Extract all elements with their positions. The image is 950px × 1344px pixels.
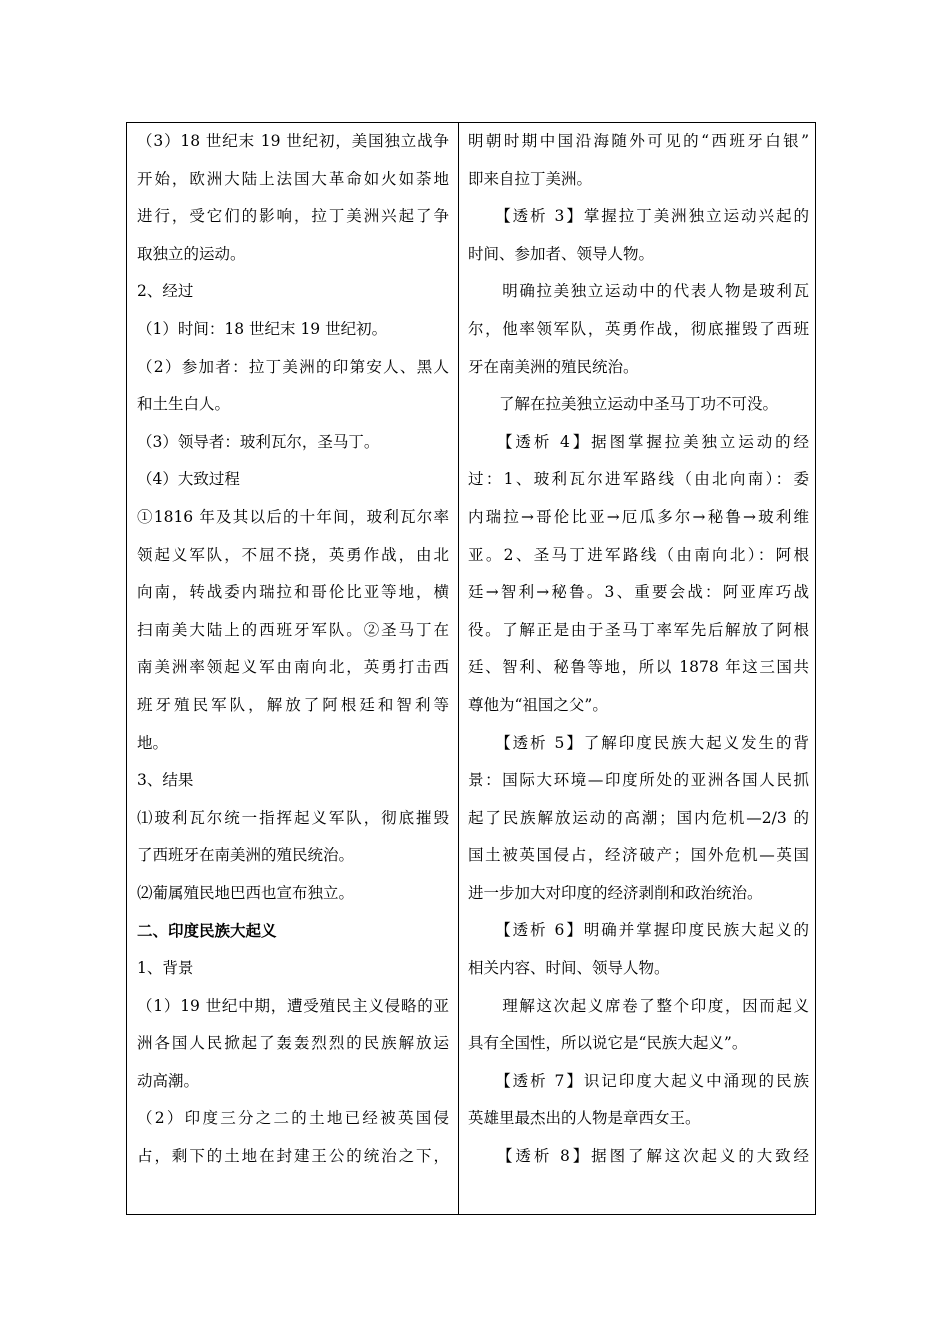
right-text-line: 【透析 5】了解印度民族大起义发生的背 [468, 733, 809, 752]
right-text-line: 【透析 6】明确并掌握印度民族大起义的 [468, 921, 809, 940]
right-text-line: 即来自拉丁美洲。 [468, 169, 593, 188]
right-text-line: 具有全国性，所以说它是“民族大起义”。 [468, 1034, 748, 1053]
right-text-line: 明朝时期中国沿海随外可见的“西班牙白银” [468, 132, 809, 150]
left-text-line: （1）时间：18 世纪末 19 世纪初。 [137, 319, 388, 338]
column-divider [458, 123, 459, 1214]
right-text-line: 国土被英国侵占，经济破产；国外危机—英国 [468, 846, 809, 865]
left-text-line: 地。 [137, 733, 169, 752]
left-text-line: 了西班牙在南美洲的殖民统治。 [137, 846, 355, 865]
left-text-line: 开始，欧洲大陆上法国大革命如火如荼地 [137, 169, 449, 188]
left-text-line: （2）印度三分之二的土地已经被英国侵 [137, 1109, 449, 1128]
left-text-line: （4）大致过程 [137, 470, 240, 489]
left-text-line: 2、经过 [137, 282, 194, 301]
right-text-line: 尔，他率领军队，英勇作战，彻底摧毁了西班 [468, 319, 809, 338]
content-table [126, 122, 816, 1215]
left-text-line: 向南，转战委内瑞拉和哥伦比亚等地，横 [137, 583, 449, 602]
right-text-line: 过：1、玻利瓦尔进军路线（由北向南）：委 [468, 470, 809, 489]
right-text-line: 时间、参加者、领导人物。 [468, 244, 655, 263]
right-text-line: 尊他为“祖国之父”。 [468, 695, 608, 714]
left-text-line: （3）领导者：玻利瓦尔，圣马丁。 [137, 432, 380, 451]
right-text-line: 了解在拉美独立运动中圣马丁功不可没。 [468, 395, 779, 414]
right-text-line: 英雄里最杰出的人物是章西女王。 [468, 1109, 701, 1128]
left-text-line: 1、背景 [137, 959, 194, 978]
right-text-line: 进一步加大对印度的经济剥削和政治统治。 [468, 883, 763, 902]
right-text-line: 相关内容、时间、领导人物。 [468, 959, 670, 978]
right-text-line: 【透析 7】识记印度大起义中涌现的民族 [468, 1071, 809, 1090]
left-text-line: （3）18 世纪末 19 世纪初，美国独立战争 [137, 132, 449, 150]
left-text-line: ⑴玻利瓦尔统一指挥起义军队，彻底摧毁 [137, 808, 449, 827]
right-text-line: 【透析 8】据图了解这次起义的大致经 [468, 1147, 809, 1166]
right-text-line: 廷→智利→秘鲁。3、重要会战：阿亚库巧战 [468, 583, 809, 602]
right-text-line: 牙在南美洲的殖民统治。 [468, 357, 639, 376]
left-text-line: 进行，受它们的影响，拉丁美洲兴起了争 [137, 207, 449, 226]
left-text-line: 动高潮。 [137, 1071, 200, 1090]
left-text-line: （1）19 世纪中期，遭受殖民主义侵略的亚 [137, 996, 449, 1015]
left-text-line: 3、结果 [137, 771, 194, 790]
left-text-line: 取独立的运动。 [137, 244, 246, 263]
left-text-line: （2）参加者：拉丁美洲的印第安人、黑人 [137, 357, 449, 376]
right-column [468, 129, 809, 1182]
right-text-line: 景：国际大环境—印度所处的亚洲各国人民抓 [468, 771, 809, 790]
left-text-line: 扫南美大陆上的西班牙军队。②圣马丁在 [137, 620, 449, 639]
left-text-line: 南美洲率领起义军由南向北，英勇打击西 [137, 658, 449, 677]
right-text-line: 【透析 4】据图掌握拉美独立运动的经 [468, 432, 809, 451]
right-text-line: 役。了解正是由于圣马丁率军先后解放了阿根 [468, 620, 809, 639]
right-text-line: 廷、智利、秘鲁等地，所以 1878 年这三国共 [468, 658, 809, 677]
left-text-line: ①1816 年及其以后的十年间，玻利瓦尔率 [137, 507, 449, 526]
left-text-line: 和土生白人。 [137, 395, 231, 414]
right-text-line: 内瑞拉→哥伦比亚→厄瓜多尔→秘鲁→玻利维 [468, 507, 809, 526]
left-text-line: 领起义军队，不屈不挠，英勇作战，由北 [137, 545, 449, 564]
right-text-line: 起了民族解放运动的高潮；国内危机—2/3 的 [468, 808, 809, 827]
right-text-line: 理解这次起义席卷了整个印度，因而起义 [468, 996, 809, 1015]
right-text-line: 明确拉美独立运动中的代表人物是玻利瓦 [468, 282, 809, 301]
right-text-line: 【透析 3】掌握拉丁美洲独立运动兴起的 [468, 207, 809, 226]
left-text-line: 班牙殖民军队，解放了阿根廷和智利等 [137, 695, 449, 714]
section-heading: 二、印度民族大起义 [137, 921, 277, 941]
right-text-line: 亚。2、圣马丁进军路线（由南向北）：阿根 [468, 545, 809, 564]
left-text-line: 洲各国人民掀起了轰轰烈烈的民族解放运 [137, 1034, 449, 1053]
left-text-line: ⑵葡属殖民地巴西也宣布独立。 [137, 883, 355, 902]
left-text-line: 占，剩下的土地在封建王公的统治之下， [137, 1147, 449, 1166]
left-column [137, 129, 449, 1182]
